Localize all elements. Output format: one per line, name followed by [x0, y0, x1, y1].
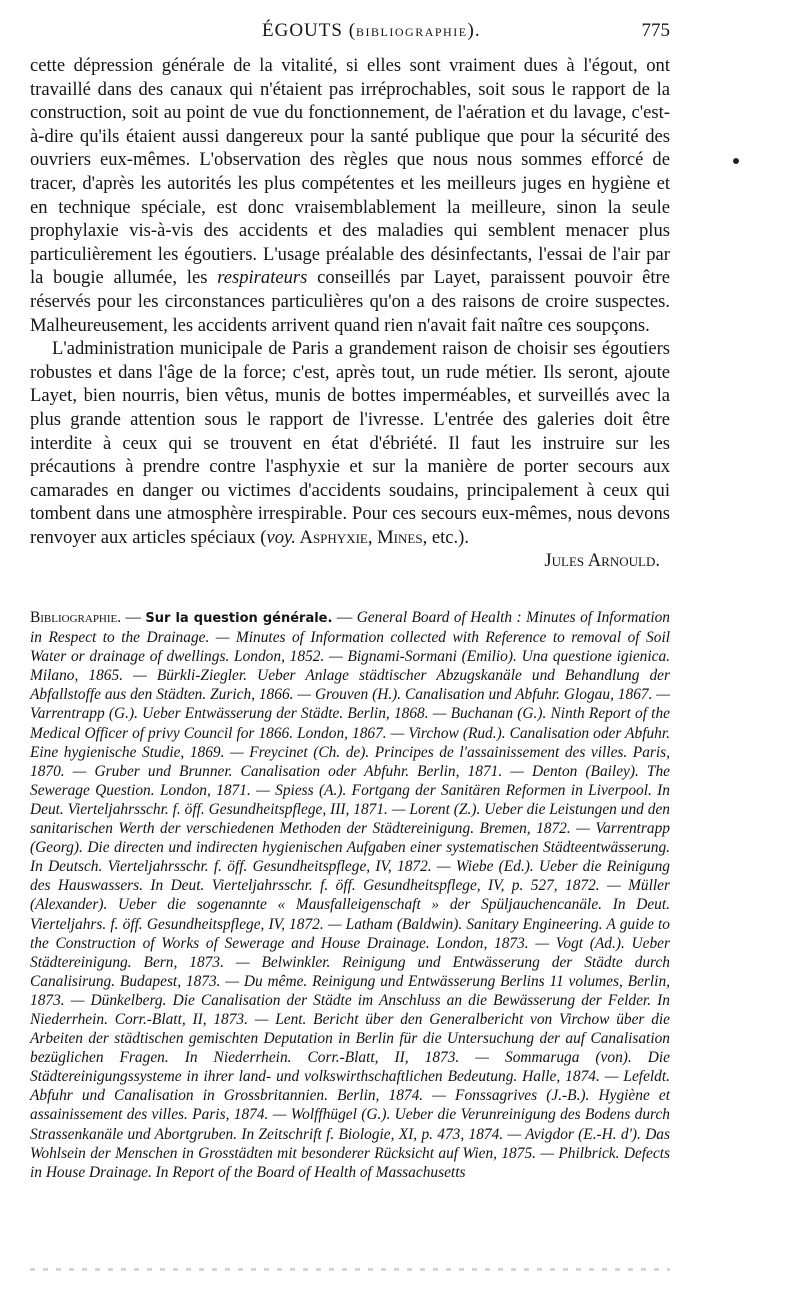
- running-head-end: ).: [467, 20, 481, 41]
- running-head-subtitle: BIBLIOGRAPHIE: [356, 25, 468, 39]
- paragraph-2-crossref: Asphyxie, Mines: [295, 526, 423, 548]
- paragraph-2-voy: voy.: [266, 526, 296, 548]
- running-head: [262, 20, 481, 42]
- paragraph-1-end: conseillés par Layet, paraissent pouvoir être réservés pour les circonstances particulières qu'on a des raisons de croire suspectes. Malheureusement, les accidents arrivent quand rien n'avait fait naître ces soupçons.: [30, 267, 670, 336]
- page-header: [30, 18, 670, 48]
- margin-dot: [733, 158, 739, 164]
- article-body: [30, 54, 670, 573]
- paragraph-2-text: L'administration municipale de Paris a grandement raison de choisir ses égoutiers robustes et dans l'âge de la force; c'est, après tout, un rude métier. Ils seront, ajoute Layet, bien nourris, bien vêtus, munis de bottes imperméables, et surveillés avec la plus grande attention sous le rapport de l'ivresse. L'entrée des galeries doit être interdite à ceux qui se trouvent en état d'ébriété. Il faut les instruire sur les précautions à prendre contre l'asphyxie et sur la manière de porter secours aux camarades en danger ou victimes d'accidents soudains, principalement à ceux qui tombent dans une atmosphère irrespirable. Pour ces secours eux-mêmes, nous devons renvoyer aux articles spéciaux (: [30, 338, 670, 548]
- bibliography-section: Bibliographie. — Sur la question générale. — General Board of Health : Minutes of Information in Respect to the Drainage. — Minutes of Information collected with Reference to removal of Soil Water or drainage of dwellings. London, 1852. — Bignami-Sormani (Emilio). Una questione igienica. Milano, 1865. — Bürkli-Ziegler. Ueber Anlage städtischer Abzugskanäle und Behandlung der Abfallstoffe aus den Städten. Zurich, 1866. — Grouven (H.). Canalisation und Abfuhr. Glogau, 1867. — Varrentrapp (G.). Ueber Entwässerung der Städte. Berlin, 1868. — Buchanan (G.). Ninth Report of the Medical Officer of privy Council for 1866. London, 1867. — Virchow (Rud.). Canalisation oder Abfuhr. Eine hygienische Studie, 1869. — Freycinet (Ch. de). Principes de l'assainissement des villes. Paris, 1870. — Gruber und Brunner. Canalisation oder Abfuhr. Berlin, 1871. — Denton (Bailey). The Sewerage Question. London, 1871. — Spiess (A.). Fortgang der Sanitären Reformen in Liverpool. In Deut. Vierteljahrsschr. f. öff. Gesundheitspflege, III, 1871. — Lorent (Z.). Ueber die Leistungen und den sanitarischen Werth der verschiedenen Methoden der Städtereinigung. Bremen, 1872. — Varrentrapp (Georg). Die directen und indirecten hygienischen Aufgaben einer systematischen Städteentwässerung. In Deutsch. Vierteljahrsschr. f. öff. Gesundheitspflege, IV, 1872. — Wiebe (Ed.). Ueber die Reinigung des Hauswassers. In Deut. Vierteljahrsschr. f. öff. Gesundheitspflege, IV, p. 527, 1872. — Müller (Alexander). Ueber die sogenannte « Mausfalleigenschaft » der Spüljauchencanäle. In Deut. Vierteljahrs. f. öff. Gesundheitspflege, IV, 1872. — Latham (Baldwin). Sanitary Engineering. A guide to the Construction of Works of Sewerage and House Drainage. London, 1873. — Vogt (Ad.). Ueber Städtereinigung. Bern, 1873. — Belwinkler. Reinigung und Entwässerung der Städte durch Canalisirung. Budapest, 1873. — Du même. Reinigung und Entwässerung Berlins 11 volumes, Berlin, 1873. — Dünkelberg. Die Canalisation der Städte im Anschluss an die Bewässerung der Felder. In Niederrhein. Corr.-Blatt, II, 1873. — Lent. Bericht über den Generalbericht von Virchow über die Arbeiten der städtischen gemischten Deputation in Berlin für die Untersuchung der auf Canalisation bezüglichen Fragen. In Niederrhein. Corr.-Blatt, II, 1873. — Sommaruga (von). Die Städtereinigungssysteme in ihrer land- und volkswirthschaftlichen Bedeutung. Halle, 1874. — Lefeldt. Abfuhr und Canalisation in Grossbritannien. Berlin, 1874. — Fonssagrives (J.-B.). Hygiène et assainissement des villes. Paris, 1874. — Wolffhügel (G.). Ueber die Verunreinigung des Bodens durch Strassenkanäle und Abortgruben. In Zeitschrift f. Biologie, XI, p. 473, 1874. — Avigdor (E.-H. d'). Das Wohlsein der Menschen in Grosstädten mit besonderer Rücksicht auf Wien, 1875. — Philbrick. Defects in House Drainage. In Report of the Board of Health of Massachusetts: [30, 609, 671, 1181]
- paragraph-2: [30, 337, 670, 549]
- running-head-main: ÉGOUTS (: [262, 20, 357, 41]
- paragraph-2-end: , etc.).: [422, 526, 470, 548]
- paragraph-1: [30, 54, 670, 337]
- author-signature: Jules Arnould.: [544, 550, 660, 572]
- bibliography-subject: Sur la question générale.: [145, 611, 333, 626]
- footer-artifact: [30, 1268, 670, 1271]
- page-number: 775: [641, 20, 670, 41]
- bibliography-entries: General Board of Health : Minutes of Information in Respect to the Drainage. — Minutes of Information collected with Reference to removal of Soil Water or drainage of dwellings. London, 1852. — Bignami-Sormani (Emilio). Una questione igienica. Milano, 1865. — Bürkli-Ziegler. Ueber Anlage städtischer Abzugskanäle und Behandlung der Abfallstoffe aus den Städten. Zurich, 1866. — Grouven (H.). Canalisation und Abfuhr. Glogau, 1867. — Varrentrapp (G.). Ueber Entwässerung der Städte. Berlin, 1868. — Buchanan (G.). Ninth Report of the Medical Officer of privy Council for 1866. London, 1867. — Virchow (Rud.). Canalisation oder Abfuhr. Eine hygienische Studie, 1869. — Freycinet (Ch. de). Principes de l'assainissement des villes. Paris, 1870. — Gruber und Brunner. Canalisation oder Abfuhr. Berlin, 1871. — Denton (Bailey). The Sewerage Question. London, 1871. — Spiess (A.). Fortgang der Sanitären Reformen in Liverpool. In Deut. Vierteljahrsschr. f. öff. Gesundheitspflege, III, 1871. — Lorent (Z.). Ueber die Leistungen und den sanitarischen Werth der verschiedenen Methoden der Städtereinigung. Bremen, 1872. — Varrentrapp (Georg). Die directen und indirecten hygienischen Aufgaben einer systematischen Städteentwässerung. In Deutsch. Vierteljahrsschr. f. öff. Gesundheitspflege, IV, 1872. — Wiebe (Ed.). Ueber die Reinigung des Hauswassers. In Deut. Vierteljahrsschr. f. öff. Gesundheitspflege, IV, p. 527, 1872. — Müller (Alexander). Ueber die sogenannte « Mausfalleigenschaft » der Spüljauchencanäle. In Deut. Vierteljahrs. f. öff. Gesundheitspflege, IV, 1872. — Latham (Baldwin). Sanitary Engineering. A guide to the Construction of Works of Sewerage and House Drainage. London, 1873. — Vogt (Ad.). Ueber Städtereinigung. Bern, 1873. — Belwinkler. Reinigung und Entwässerung der Städte durch Canalisirung. Budapest, 1873. — Du même. Reinigung und Entwässerung Berlins 11 volumes, Berlin, 1873. — Dünkelberg. Die Canalisation der Städte im Anschluss an die Bewässerung der Felder. In Niederrhein. Corr.-Blatt, II, 1873. — Lent. Bericht über den Generalbericht von Virchow über die Arbeiten der städtischen gemischten Deputation in Berlin für die Untersuchung der auf Canalisation bezüglichen Fragen. In Niederrhein. Corr.-Blatt, II, 1873. — Sommaruga (von). Die Städtereinigungssysteme in ihrer land- und volkswirthschaftlichen Bedeutung. Halle, 1874. — Lefeldt. Abfuhr und Canalisation in Grossbritannien. Berlin, 1874. — Fonssagrives (J.-B.). Hygiène et assainissement des villes. Paris, 1874. — Wolffhügel (G.). Ueber die Verunreinigung des Bodens durch Strassenkanäle und Abortgruben. In Zeitschrift f. Biologie, XI, p. 473, 1874. — Avigdor (E.-H. d'). Das Wohlsein der Menschen in Grosstädten mit besonderer Rücksicht auf Wien, 1875. — Philbrick. Defects in House Drainage. In Report of the Board of Health of Massachusetts: [30, 609, 671, 1181]
- paragraph-1-italic: respirateurs: [217, 267, 308, 289]
- bibliography-label: Bibliographie.: [30, 609, 122, 626]
- paragraph-1-text: cette dépression générale de la vitalité, si elles sont vraiment dues à l'égout, ont travaillé dans des canaux qui n'étaient pas irréprochables, soit sous le rapport de la construction, soit au point de vue du fonctionnement, de l'aération et du lavage, c'est-à-dire qu'ils étaient aussi dangereux pour la santé publique que pour la sécurité des ouvriers eux-mêmes. L'observation des règles que nous nous sommes efforcé de tracer, d'après les autorités les plus compétentes et les meilleurs juges en hygiène et en technique spéciale, est donc vraisemblablement la meilleure, sinon la seule prophylaxie vis-à-vis des accidents et des maladies qui semblent menacer plus particulièrement les égoutiers. L'usage préalable des désinfectants, l'essai de l'air par la bougie allumée, les: [30, 55, 670, 289]
